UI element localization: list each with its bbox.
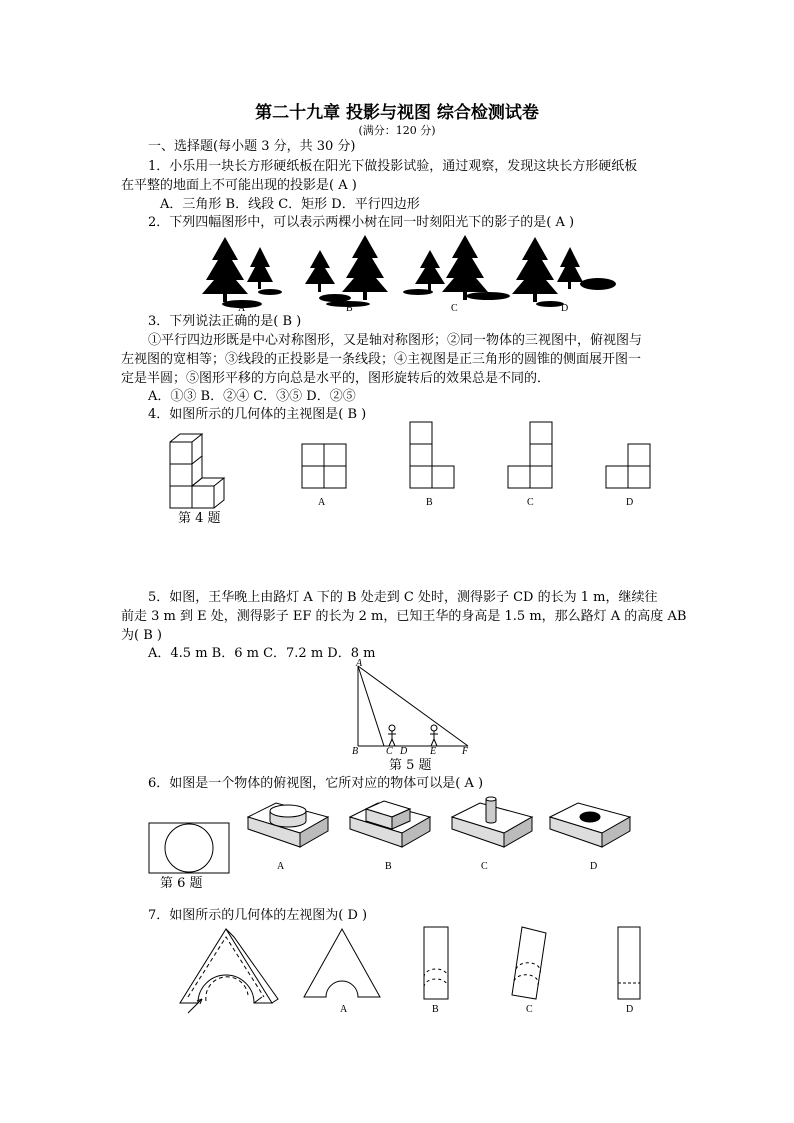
q1-text-2: 在平整的地面上不可能出现的投影是( A ) (121, 178, 357, 193)
q5-point-e: E (430, 746, 437, 757)
q6-top-view-figure (148, 822, 230, 874)
q6-label-c: C (481, 861, 488, 872)
q2-label-a: A (238, 303, 246, 314)
q5-point-c: C (386, 746, 393, 757)
q6-label-b: B (385, 861, 392, 872)
q4-text: 4．如图所示的几何体的主视图是( B ) (148, 407, 367, 422)
q5-text-1: 5．如图，王华晚上由路灯 A 下的 B 处走到 C 处时，测得影子 CD 的长为 1 m，继续往 (148, 590, 658, 605)
q5-caption: 第 5 题 (389, 758, 432, 773)
q3-text-4: 定是半圆；⑤图形平移的方向总是水平的，图形旋转后的效果总是不同的． (121, 371, 551, 386)
q4-solid-figure (168, 430, 238, 510)
q6-options-figure (246, 795, 646, 860)
q4-options-figure (300, 420, 660, 495)
q7-options-figure (300, 925, 650, 1005)
q4-label-d: D (626, 497, 634, 508)
q3-options: A．①③ B．②④ C．③⑤ D．②⑤ (148, 389, 356, 404)
section-heading: 一、选择题(每小题 3 分，共 30 分) (148, 139, 356, 154)
q4-caption: 第 4 题 (178, 511, 221, 526)
q7-label-a: A (340, 1004, 348, 1015)
q2-trees-figure (200, 232, 620, 307)
q5-point-f: F (462, 746, 469, 757)
q6-label-a: A (277, 861, 285, 872)
q5-lamp-figure (350, 662, 480, 762)
q3-text-1: 3．下列说法正确的是( B ) (148, 314, 302, 329)
q5-text-2: 前走 3 m 到 E 处，测得影子 EF 的长为 2 m，已知王华的身高是 1.5 m，那么路灯 A 的高度 AB (121, 609, 687, 624)
q7-label-d: D (626, 1004, 634, 1015)
q6-text: 6．如图是一个物体的俯视图，它所对应的物体可以是( A ) (148, 776, 484, 791)
q7-label-c: C (526, 1004, 533, 1015)
q4-label-c: C (527, 497, 534, 508)
q5-options: A．4.5 m B．6 m C．7.2 m D．8 m (148, 646, 376, 661)
q6-caption: 第 6 题 (160, 876, 203, 891)
q7-label-b: B (432, 1004, 439, 1015)
q2-label-d: D (561, 303, 569, 314)
q3-text-2: ①平行四边形既是中心对称图形，又是轴对称图形；②同一物体的三视图中，俯视图与 (148, 333, 643, 348)
q2-text: 2．下列四幅图形中，可以表示两棵小树在同一时刻阳光下的影子的是( A ) (148, 215, 575, 230)
q6-label-d: D (590, 861, 598, 872)
q5-text-3: 为( B ) (121, 628, 162, 643)
q3-text-3: 左视图的宽相等；③线段的正投影是一条线段；④主视图是正三角形的圆锥的侧面展开图一 (121, 352, 642, 367)
q2-label-b: B (346, 303, 353, 314)
full-score: (满分：120 分) (358, 124, 436, 137)
page-title: 第二十九章 投影与视图 综合检测试卷 (255, 103, 539, 123)
q4-label-a: A (318, 497, 326, 508)
q5-point-b: B (352, 746, 359, 757)
q1-options: A．三角形 B．线段 C．矩形 D．平行四边形 (160, 197, 420, 212)
q5-point-a: A (356, 658, 363, 669)
q2-label-c: C (451, 303, 458, 314)
q7-solid-figure (178, 925, 278, 1015)
q5-point-d: D (400, 746, 408, 757)
q7-text: 7．如图所示的几何体的左视图为( D ) (148, 908, 368, 923)
q4-label-b: B (426, 497, 433, 508)
q1-text-1: 1．小乐用一块长方形硬纸板在阳光下做投影试验，通过观察，发现这块长方形硬纸板 (148, 159, 638, 174)
